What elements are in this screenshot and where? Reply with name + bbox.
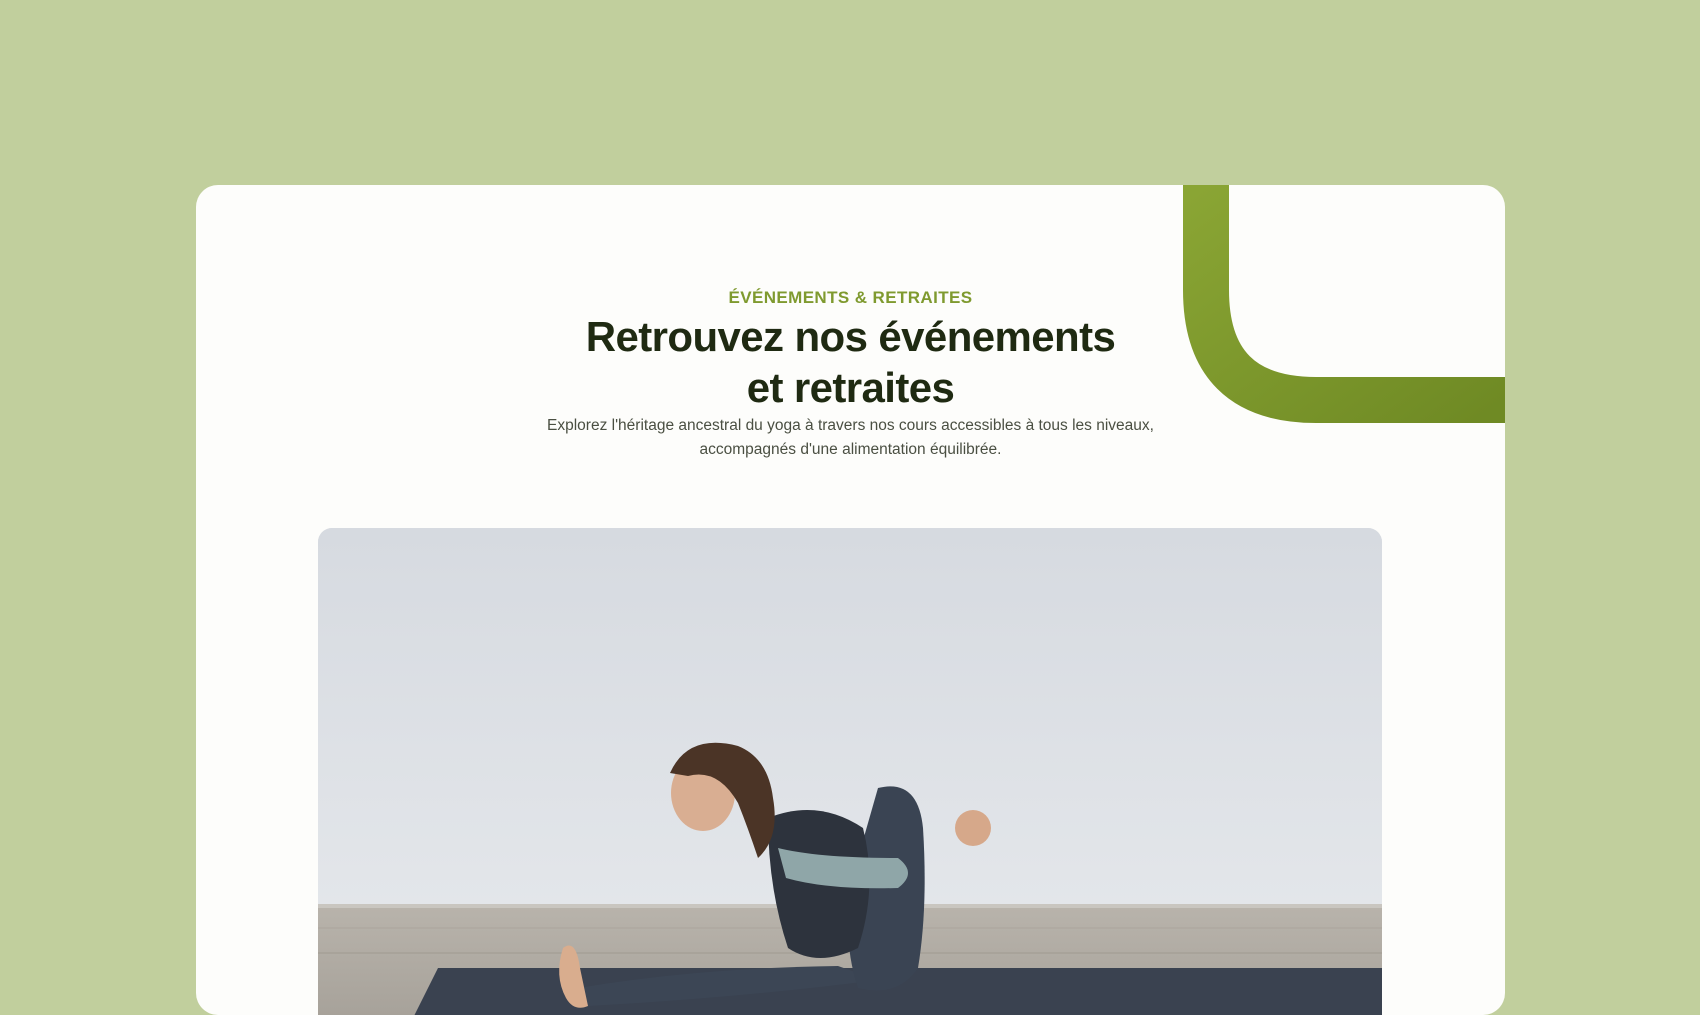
section-description-line-1: Explorez l'héritage ancestral du yoga à travers nos cours accessibles à tous les niveaux, <box>547 417 1154 434</box>
section-eyebrow: ÉVÉNEMENTS & RETRAITES <box>728 288 973 307</box>
section-title-line-2: et retraites <box>746 364 955 411</box>
section-description-line-2: accompagnés d'une alimentation équilibrée. <box>699 441 1002 458</box>
yoga-photo <box>318 528 1382 1015</box>
section-title-line-1: Retrouvez nos événements <box>585 313 1116 360</box>
section-description <box>196 414 1505 462</box>
section-title <box>196 311 1505 413</box>
yoga-photo-illustration <box>318 528 1382 1015</box>
events-section-card <box>196 185 1505 1015</box>
